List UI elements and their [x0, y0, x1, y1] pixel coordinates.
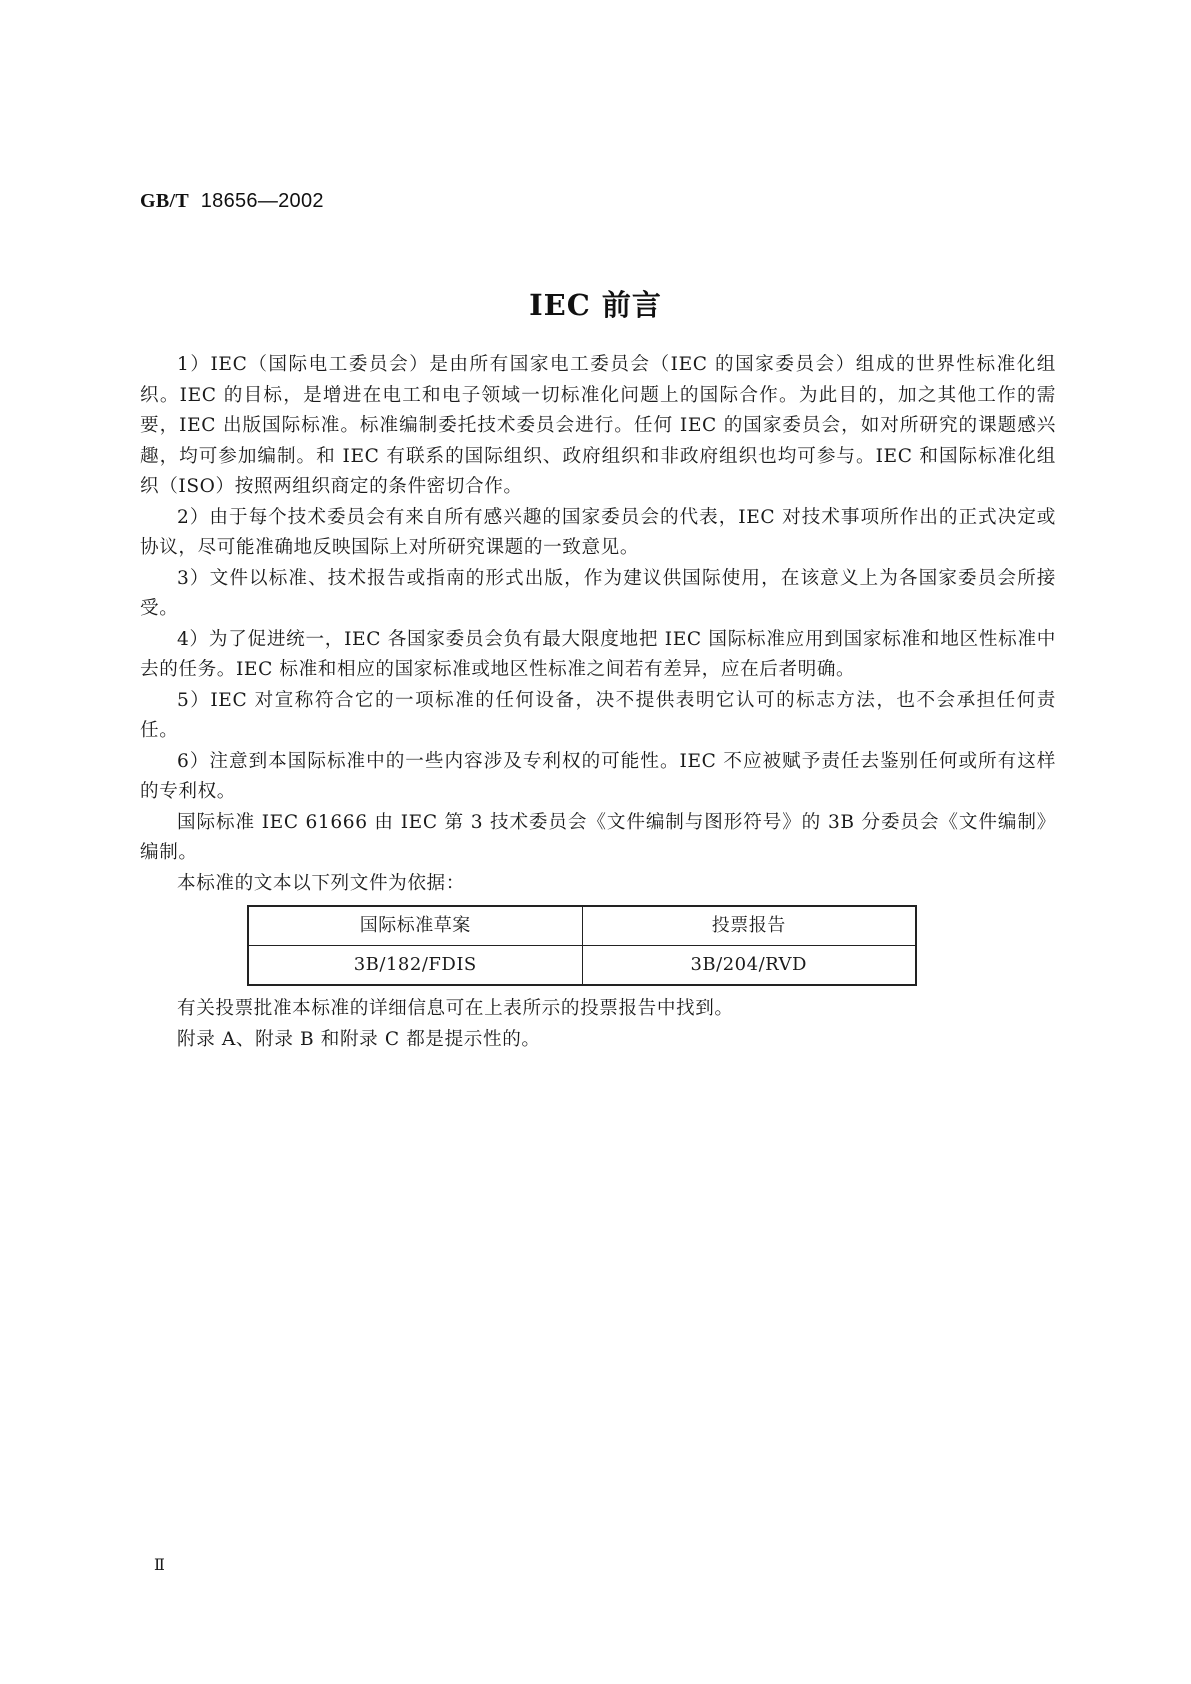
document-body	[140, 350, 1056, 1055]
table-cell: 3B/204/RVD	[582, 946, 916, 986]
standard-prefix: GB/T	[140, 190, 189, 212]
standard-number: 18656—2002	[200, 190, 324, 212]
clause-list	[140, 350, 1056, 808]
document-code	[140, 190, 324, 213]
based-on-paragraph: 本标准的文本以下列文件为依据：	[177, 872, 465, 894]
page-title: IEC 前言	[529, 288, 662, 322]
page-number: Ⅱ	[154, 1557, 164, 1574]
clause-1: 1）IEC（国际电工委员会）是由所有国家电工委员会（IEC 的国家委员会）组成的世界性标准化组织。IEC 的目标，是增进在电工和电子领域一切标准化问题上的国际合作。为此目的，加之其他工作的需要，IEC 出版国际标准。标准编制委托技术委员会进行。任何 IEC 的国家委员会，如对所研究的课题感兴趣，均可参加编制。和 IEC 有联系的国际组织、政府组织和非政府组织也均可参与。IEC 和国际标准化组织（ISO）按照两组织商定的条件密切合作。	[140, 354, 1056, 497]
table-cell: 3B/182/FDIS	[248, 946, 582, 986]
clause-6: 6）注意到本国际标准中的一些内容涉及专利权的可能性。IEC 不应被赋予责任去鉴别任何或所有这样的专利权。	[140, 750, 1056, 802]
table-row	[248, 946, 916, 986]
clause-3: 3）文件以标准、技术报告或指南的形式出版，作为建议供国际使用，在该意义上为各国家委员会所接受。	[140, 567, 1056, 619]
clause-2: 2）由于每个技术委员会有来自所有感兴趣的国家委员会的代表，IEC 对技术事项所作出的正式决定或协议，尽可能准确地反映国际上对所研究课题的一致意见。	[140, 506, 1056, 558]
table-header-cell: 国际标准草案	[248, 906, 582, 946]
table-header-cell: 投票报告	[582, 906, 916, 946]
clause-4: 4）为了促进统一，IEC 各国家委员会负有最大限度地把 IEC 国际标准应用到国家标准和地区性标准中去的任务。IEC 标准和相应的国家标准或地区性标准之间若有差异，应在后者明确。	[140, 628, 1056, 680]
vote-info-paragraph: 有关投票批准本标准的详细信息可在上表所示的投票报告中找到。	[177, 998, 734, 1019]
voting-documents-table	[247, 905, 917, 986]
annexes-paragraph: 附录 A、附录 B 和附录 C 都是提示性的。	[177, 1028, 541, 1050]
table-header-row	[248, 906, 916, 946]
clause-5: 5）IEC 对宣称符合它的一项标准的任何设备，决不提供表明它认可的标志方法，也不会承担任何责任。	[140, 689, 1056, 741]
prepared-by-paragraph: 国际标准 IEC 61666 由 IEC 第 3 技术委员会《文件编制与图形符号》的 3B 分委员会《文件编制》编制。	[140, 811, 1056, 863]
